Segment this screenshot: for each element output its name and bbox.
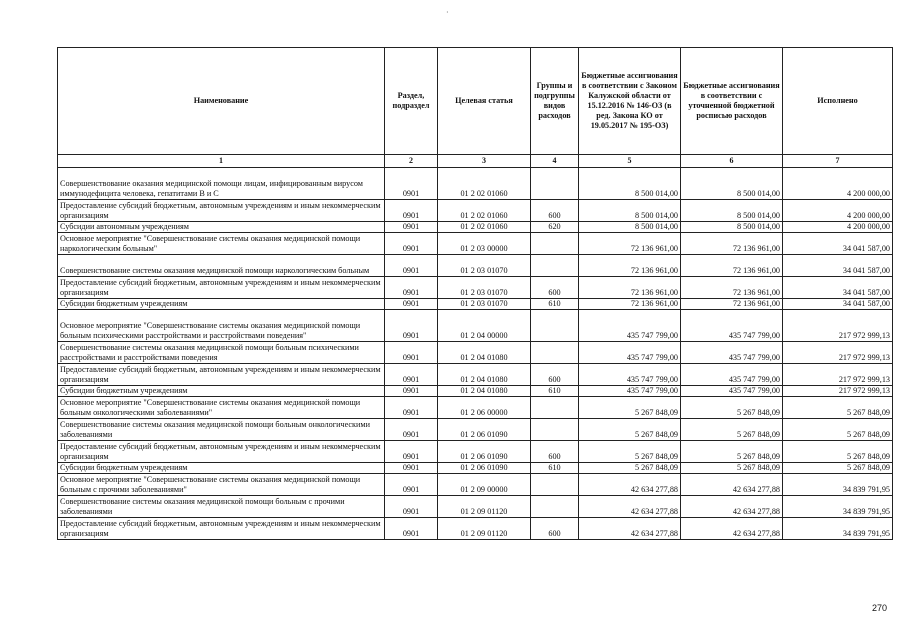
row-value-6: 435 747 799,00 [681,364,783,386]
row-value-7: 34 041 587,00 [783,277,893,299]
column-number: 1 [58,155,385,168]
row-value-7: 4 200 000,00 [783,168,893,200]
row-section: 0901 [385,397,438,419]
row-value-7: 34 839 791,95 [783,518,893,540]
row-section: 0901 [385,474,438,496]
row-value-7: 217 972 999,13 [783,364,893,386]
row-name: Субсидии бюджетным учреждениям [58,386,385,397]
row-group [531,233,579,255]
row-group [531,419,579,441]
column-number: 2 [385,155,438,168]
row-section: 0901 [385,168,438,200]
table-row [58,364,893,386]
row-group [531,397,579,419]
row-value-5: 72 136 961,00 [579,255,681,277]
row-value-7: 34 041 587,00 [783,299,893,310]
row-name: Основное мероприятие "Совершенствование системы оказания медицинской помощи наркологическим больным" [58,233,385,255]
row-section: 0901 [385,200,438,222]
row-value-6: 72 136 961,00 [681,277,783,299]
table-row [58,518,893,540]
row-target: 01 2 09 00000 [438,474,531,496]
row-target: 01 2 04 01080 [438,342,531,364]
row-group: 600 [531,200,579,222]
row-value-7: 217 972 999,13 [783,310,893,342]
row-value-6: 435 747 799,00 [681,386,783,397]
row-group [531,342,579,364]
row-name: Субсидии автономным учреждениям [58,222,385,233]
table-row [58,496,893,518]
row-section: 0901 [385,310,438,342]
row-section: 0901 [385,342,438,364]
row-value-7: 217 972 999,13 [783,342,893,364]
row-value-6: 435 747 799,00 [681,310,783,342]
header-target: Целевая статья [438,48,531,155]
row-name: Предоставление субсидий бюджетным, автономным учреждениям и иным некоммерческим организациям [58,518,385,540]
row-section: 0901 [385,222,438,233]
row-group [531,474,579,496]
row-section: 0901 [385,463,438,474]
row-group: 600 [531,518,579,540]
row-section: 0901 [385,496,438,518]
row-target: 01 2 03 01070 [438,299,531,310]
row-group: 600 [531,441,579,463]
table-row [58,386,893,397]
row-value-6: 72 136 961,00 [681,233,783,255]
row-name: Субсидии бюджетным учреждениям [58,463,385,474]
row-value-7: 5 267 848,09 [783,463,893,474]
table-row [58,310,893,342]
row-value-7: 34 839 791,95 [783,474,893,496]
row-value-5: 42 634 277,88 [579,474,681,496]
row-name: Предоставление субсидий бюджетным, автономным учреждениям и иным некоммерческим организациям [58,200,385,222]
row-target: 01 2 06 01090 [438,441,531,463]
row-value-5: 435 747 799,00 [579,386,681,397]
table-row [58,168,893,200]
row-name: Предоставление субсидий бюджетным, автономным учреждениям и иным некоммерческим организациям [58,277,385,299]
row-section: 0901 [385,255,438,277]
row-section: 0901 [385,364,438,386]
row-name: Совершенствование системы оказания медицинской помощи больным психическими расстройствами и расстройствами поведения [58,342,385,364]
row-section: 0901 [385,233,438,255]
row-target: 01 2 02 01060 [438,200,531,222]
row-value-6: 8 500 014,00 [681,200,783,222]
row-group [531,310,579,342]
page-number: 270 [871,603,887,613]
row-name: Субсидии бюджетным учреждениям [58,299,385,310]
row-value-5: 435 747 799,00 [579,342,681,364]
row-target: 01 2 06 01090 [438,463,531,474]
row-section: 0901 [385,441,438,463]
row-name: Совершенствование системы оказания медицинской помощи наркологическим больным [58,255,385,277]
row-value-5: 8 500 014,00 [579,200,681,222]
row-group [531,168,579,200]
row-target: 01 2 03 01070 [438,255,531,277]
budget-table [57,47,893,540]
header-col5: Бюджетные ассигнования в соответствии с Законом Калужской области от 15.12.2016 № 146-ОЗ (в ред. Закона КО от 19.05.2017 № 195-ОЗ) [579,48,681,155]
row-group: 610 [531,299,579,310]
row-value-6: 8 500 014,00 [681,168,783,200]
row-value-5: 72 136 961,00 [579,233,681,255]
row-group: 600 [531,277,579,299]
row-value-5: 8 500 014,00 [579,222,681,233]
row-target: 01 2 04 01080 [438,386,531,397]
row-value-5: 5 267 848,09 [579,463,681,474]
row-target: 01 2 04 00000 [438,310,531,342]
row-value-7: 34 041 587,00 [783,233,893,255]
column-number: 6 [681,155,783,168]
table-row [58,233,893,255]
row-value-5: 42 634 277,88 [579,518,681,540]
row-group: 610 [531,386,579,397]
column-number: 3 [438,155,531,168]
row-name: Предоставление субсидий бюджетным, автономным учреждениям и иным некоммерческим организациям [58,441,385,463]
row-value-7: 5 267 848,09 [783,397,893,419]
row-value-7: 34 041 587,00 [783,255,893,277]
column-number: 4 [531,155,579,168]
row-value-5: 5 267 848,09 [579,397,681,419]
row-value-6: 42 634 277,88 [681,518,783,540]
row-value-7: 4 200 000,00 [783,200,893,222]
row-value-6: 72 136 961,00 [681,255,783,277]
row-name: Совершенствование системы оказания медицинской помощи больным онкологическими заболеваниями [58,419,385,441]
row-value-6: 8 500 014,00 [681,222,783,233]
column-number-row [58,155,893,168]
table-row [58,200,893,222]
header-section: Раздел, подраздел [385,48,438,155]
table-row [58,222,893,233]
row-name: Основное мероприятие "Совершенствование системы оказания медицинской помощи больным психическими расстройствами и расстройствами поведения" [58,310,385,342]
row-name: Основное мероприятие "Совершенствование системы оказания медицинской помощи больным онкологическими заболеваниями" [58,397,385,419]
scan-mark: · [446,8,449,17]
row-target: 01 2 09 01120 [438,496,531,518]
table-row [58,255,893,277]
row-name: Совершенствование системы оказания медицинской помощи больным с прочими заболеваниями [58,496,385,518]
row-name: Основное мероприятие "Совершенствование системы оказания медицинской помощи больным с прочими заболеваниями" [58,474,385,496]
row-value-5: 72 136 961,00 [579,277,681,299]
row-target: 01 2 03 01070 [438,277,531,299]
header-groups: Группы и подгруппы видов расходов [531,48,579,155]
row-target: 01 2 02 01060 [438,168,531,200]
row-target: 01 2 09 01120 [438,518,531,540]
row-section: 0901 [385,277,438,299]
header-name: Наименование [58,48,385,155]
row-value-7: 217 972 999,13 [783,386,893,397]
row-value-6: 5 267 848,09 [681,397,783,419]
row-section: 0901 [385,299,438,310]
table-row [58,277,893,299]
row-value-5: 5 267 848,09 [579,419,681,441]
table-row [58,463,893,474]
column-number: 7 [783,155,893,168]
row-value-6: 5 267 848,09 [681,419,783,441]
row-target: 01 2 02 01060 [438,222,531,233]
row-group [531,496,579,518]
row-value-5: 42 634 277,88 [579,496,681,518]
row-group: 620 [531,222,579,233]
table-row [58,299,893,310]
row-value-7: 5 267 848,09 [783,419,893,441]
row-group: 600 [531,364,579,386]
table-row [58,474,893,496]
row-value-6: 435 747 799,00 [681,342,783,364]
column-number: 5 [579,155,681,168]
row-value-6: 72 136 961,00 [681,299,783,310]
row-value-7: 34 839 791,95 [783,496,893,518]
table-row [58,342,893,364]
row-value-6: 5 267 848,09 [681,463,783,474]
row-group [531,255,579,277]
header-col7: Исполнено [783,48,893,155]
header-col6: Бюджетные ассигнования в соответствии с уточненной бюджетной росписью расходов [681,48,783,155]
row-section: 0901 [385,518,438,540]
row-value-7: 5 267 848,09 [783,441,893,463]
table-row [58,441,893,463]
row-group: 610 [531,463,579,474]
row-value-5: 435 747 799,00 [579,364,681,386]
row-value-7: 4 200 000,00 [783,222,893,233]
row-target: 01 2 03 00000 [438,233,531,255]
row-value-5: 72 136 961,00 [579,299,681,310]
row-value-5: 8 500 014,00 [579,168,681,200]
header-row [58,48,893,155]
row-name: Предоставление субсидий бюджетным, автономным учреждениям и иным некоммерческим организациям [58,364,385,386]
row-section: 0901 [385,419,438,441]
row-target: 01 2 06 01090 [438,419,531,441]
row-name: Совершенствование оказания медицинской помощи лицам, инфицированным вирусом иммунодефицита человека, гепатитами В и С [58,168,385,200]
row-section: 0901 [385,386,438,397]
row-target: 01 2 06 00000 [438,397,531,419]
row-value-5: 5 267 848,09 [579,441,681,463]
table-row [58,397,893,419]
row-value-6: 42 634 277,88 [681,496,783,518]
table-row [58,419,893,441]
row-target: 01 2 04 01080 [438,364,531,386]
row-value-6: 42 634 277,88 [681,474,783,496]
row-value-5: 435 747 799,00 [579,310,681,342]
row-value-6: 5 267 848,09 [681,441,783,463]
